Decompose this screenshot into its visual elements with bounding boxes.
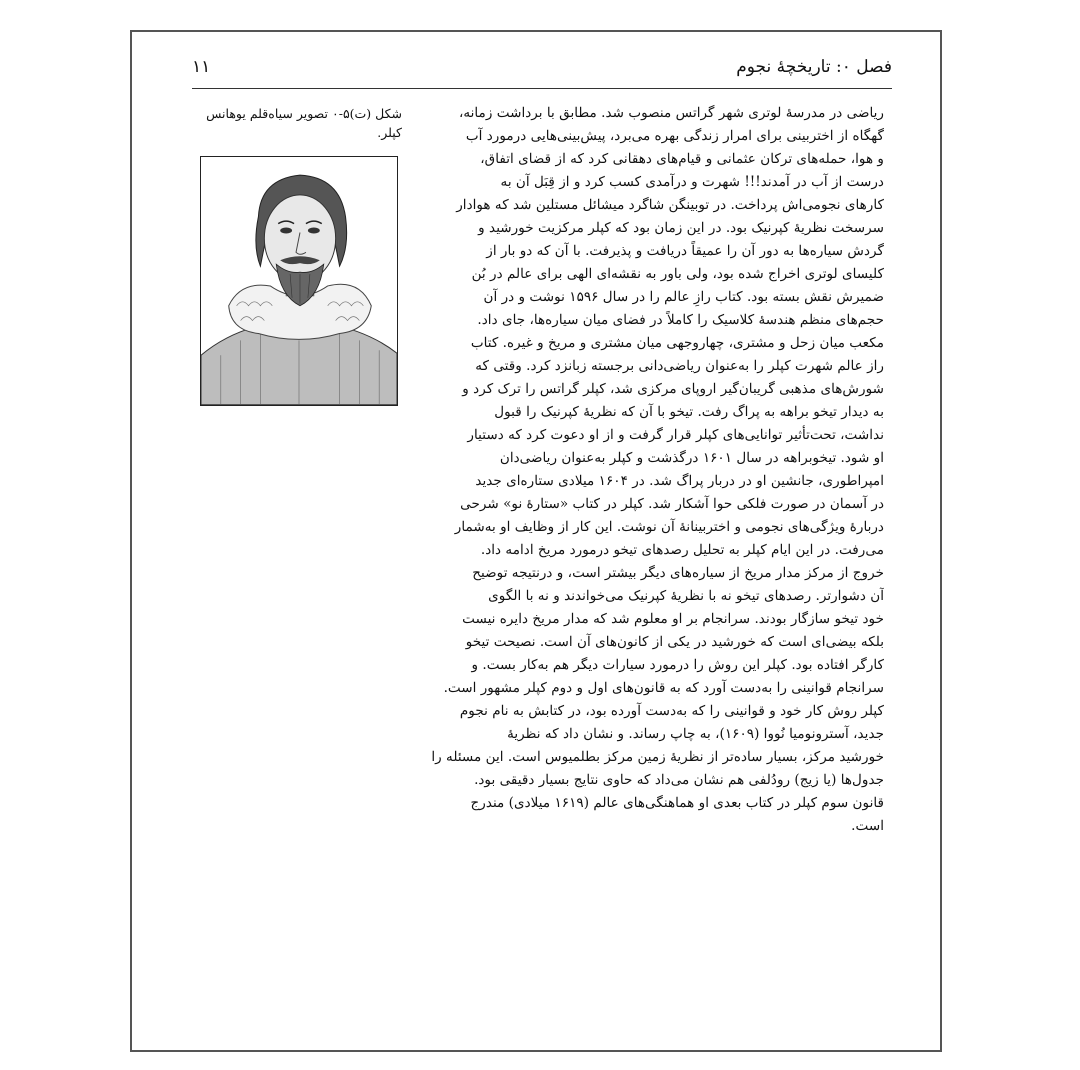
text-line: او شود. تیخوبراهه در سال ۱۶۰۱ درگذشت و کپلر به‌عنوان ریاضی‌دان: [499, 450, 884, 466]
portrait-drawing: [201, 157, 397, 405]
text-line: خورشید مرکز، بسیار ساده‌تر از نظریهٔ زمین مرکز بطلمیوس است. این مسئله را: [431, 749, 884, 765]
text-line: گهگاه از اختربینی برای امرار زندگی بهره می‌برد، پیش‌بینی‌هایی درمورد آب: [465, 128, 884, 144]
text-line: سرسخت نظریهٔ کپرنیک بود. در این زمان بود که کپلر مرکزیت خورشید و: [478, 220, 884, 236]
text-line: نداشت، تحت‌تأثیر توانایی‌های کپلر قرار گرفت و از او دعوت کرد که دستیار: [467, 427, 884, 443]
text-line: ریاضی در مدرسهٔ لوتری شهر گراتس منصوب شد. مطابق با برداشت زمانه،: [458, 105, 884, 121]
text-line: دربارهٔ ویژگی‌های نجومی و اختربینانهٔ آن نوشت. این کار از وظایف او به‌شمار: [454, 519, 884, 535]
book-page: [130, 30, 942, 1052]
text-line: کارهای نجومی‌اش پرداخت. در توبینگن شاگرد میشائل مستلین شد که هوادار: [456, 197, 884, 213]
text-line: کارگر افتاده بود. کپلر این روش را درمورد سیارات دیگر هم به‌کار بست. و: [471, 657, 884, 673]
text-line: و هوا، حمله‌های ترکان عثمانی و قیام‌های دهقانی کرد که از قضای اتفاق،: [480, 151, 884, 167]
body-text: [426, 102, 884, 838]
text-line: کلیسای لوتری اخراج شده بود، ولی باور به نقشه‌ای الهی برای عالم در بُن: [471, 266, 884, 282]
text-line: جدول‌ها (یا زیج) رودُلفی هم نشان می‌داد که حاوی نتایج بسیار دقیقی بود.: [474, 772, 884, 788]
text-line: قانون سوم کپلر در کتاب بعدی او هماهنگی‌های عالم (۱۶۱۹ میلادی) مندرج: [470, 795, 884, 811]
text-line: در آسمان در صورت فلکی حوا آشکار شد. کپلر در کتاب «ستارهٔ نو» شرحی: [460, 496, 884, 512]
text-line: راز عالم شهرت کپلر را به‌عنوان ریاضی‌دانی برجسته زبانزد کرد. وقتی که: [475, 358, 884, 374]
text-line: درست از آب در آمدند!!! شهرت و درآمدی کسب کرد و از قِبَل آن به: [500, 174, 884, 190]
text-line: گردش سیاره‌ها به دور آن را عمیقاً دریافت و پذیرفت. با آن که دو بار از: [486, 243, 884, 259]
figure-caption: شکل (ت)۵-۰ تصویر سیاه‌قلم یوهانس کپلر.: [206, 106, 402, 140]
running-header: [192, 54, 892, 89]
text-line: مکعب میان زحل و مشتری، چهاروجهی میان مشتری و مریخ و غیره. کتاب: [470, 335, 884, 351]
figure: [200, 104, 402, 406]
text-line: بلکه بیضی‌ای است که خورشید در یکی از کانون‌های آن است. نصیحت تیخو: [465, 634, 884, 650]
chapter-title: فصل ۰: تاریخچهٔ نجوم: [736, 57, 892, 77]
text-line: ضمیرش نقش بسته بود. کتاب رازِ عالم را در سال ۱۵۹۶ نوشت و در آن: [483, 289, 884, 305]
text-line: آن دشوارتر. رصدهای تیخو نه با نظریهٔ کپرنیک می‌خواندند و نه با الگوی: [488, 588, 884, 604]
text-line: سرانجام قوانینی را به‌دست آورد که به قانون‌های اول و دوم کپلر مشهور است.: [443, 680, 884, 696]
portrait-engraving: [200, 156, 398, 406]
text-line: کپلر روش کار خود و قوانینی را که به‌دست آورده بود، در کتابش به نام نجوم: [459, 703, 884, 719]
text-line: جدید، آسترونومیا نُووا (۱۶۰۹)، به چاپ رساند. و نشان داد که نظریهٔ: [507, 726, 884, 742]
text-line: خروج از مرکز مدار مریخ از سیاره‌های دیگر بیشتر است، و درنتیجه توضیح: [472, 565, 884, 581]
text-line: شورش‌های مذهبی گریبان‌گیر اروپای مرکزی شد، کپلر گراتس را ترک کرد و: [462, 381, 884, 397]
text-line: حجم‌های منظم هندسهٔ کلاسیک را کاملاً در فضای میان سیاره‌ها، جای داد.: [477, 312, 884, 328]
text-line: می‌رفت. در این ایام کپلر به تحلیل رصدهای تیخو درمورد مریخ ادامه داد.: [480, 542, 884, 558]
text-line: خود تیخو سازگار بودند. سرانجام بر او معلوم شد که مدار مریخ دایره نیست: [462, 611, 884, 627]
page-number: ۱۱: [192, 57, 211, 77]
text-line: است.: [851, 818, 884, 834]
text-line: به دیدار تیخو براهه به پراگ رفت. تیخو با آن که نظریهٔ کپرنیک را قبول: [494, 404, 884, 420]
text-line: امپراطوری، جانشین او در دربار پراگ شد. در ۱۶۰۴ میلادی ستاره‌ای جدید: [475, 473, 884, 489]
